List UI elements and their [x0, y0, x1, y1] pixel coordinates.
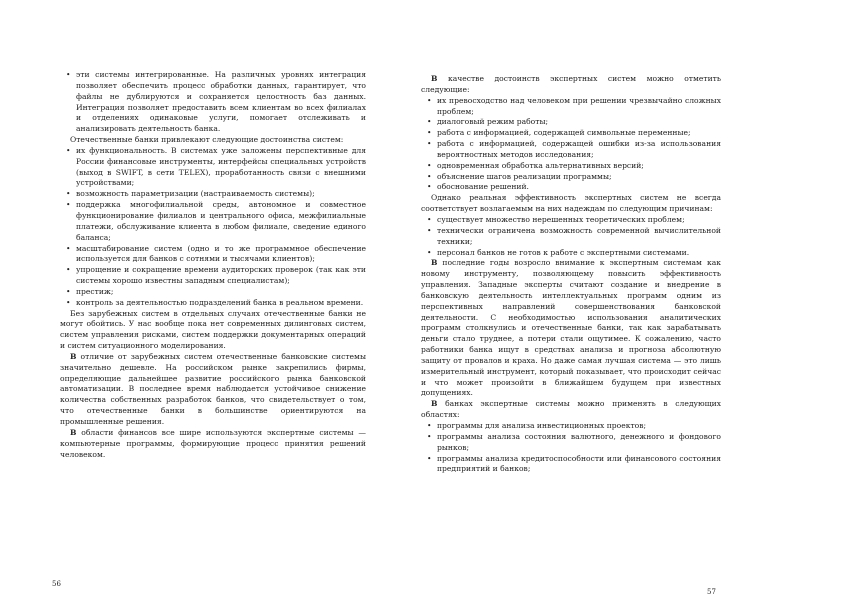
list-item: • масштабирование систем (одно и то же программное обеспечение используется для банков с сотнями и тысячами клиентов);: [60, 244, 366, 266]
list-item: • возможность параметризации (настраиваемость системы);: [60, 189, 366, 200]
paragraph-text: качестве достоинств экспертных систем можно отметить следующие:: [421, 74, 721, 94]
paragraph: [421, 258, 721, 399]
paragraph-text: Однако реальная эффективность экспертных систем не всегда соответствует возлагаемым на них надеждам по следующим причинам:: [421, 193, 721, 214]
list-item: • персонал банков не готов к работе с экспертными системами.: [421, 248, 721, 259]
list-item: • программы анализа кредитоспособности или финансового состояния предприятий и банков;: [421, 454, 721, 476]
list-item: • упрощение и сокращение времени аудиторских проверок (так как эти системы хорошо известны западным специалистам);: [60, 265, 366, 287]
page-number: 57: [707, 588, 716, 596]
paragraph: [60, 428, 366, 461]
list-item: • их превосходство над человеком при решении чрезвычайно сложных проблем;: [421, 96, 721, 118]
right-page: [421, 0, 842, 612]
paragraph-lead: В: [70, 427, 77, 437]
paragraph-lead: В: [431, 258, 438, 268]
paragraph: [60, 309, 366, 352]
list-item: • эти системы интегрированные. На различных уровнях интеграция позволяет обеспечить процесс обработки данных, гарантирует, что файлы не дублируются и сохраняется целостность баз данных. Интеграция позволяет предоставить всем клиентам во всех филиалах и отделениях одинаковые услуги, помогает отслеживать и анализировать деятельность банка.: [60, 70, 366, 135]
left-page-text: [60, 70, 366, 460]
paragraph-text: банках экспертные системы можно применять в следующих областях:: [421, 399, 721, 420]
paragraph-text: отличие от зарубежных систем отечественные банковские системы значительно дешевле. На российском рынке закрепились фирмы, определяющие дальнейшее развитие российского рынка банковской автоматизации. В последнее время наблюдается устойчивое снижение количества собственных разработок банков, что свидетельствует о том, что отечественные банки в большинстве ориентируются на промышленные решения.: [60, 351, 366, 426]
page-number: 56: [52, 580, 61, 588]
list-item: • программы анализа состояния валютного, денежного и фондового рынков;: [421, 432, 721, 454]
paragraph: [421, 74, 721, 96]
paragraph: [60, 135, 366, 146]
paragraph-lead: В: [431, 399, 438, 409]
paragraph: [421, 193, 721, 215]
list-item: • их функциональность. В системах уже заложены перспективные для России финансовые инструменты, интерфейсы специальных устройств (выход в SWIFT, в сети TELEX), проработанность связи с внешними устройствами;: [60, 146, 366, 189]
paragraph-text: области финансов все шире используются экспертные системы — компьютерные программы, формирующие процесс принятия решений человеком.: [60, 427, 366, 459]
bullet-list: [421, 421, 721, 475]
paragraph-text: последние годы возросло внимание к экспертным системам как новому инструменту, позволяющему повысить эффективность управления. Западные эксперты считают создание и внедрение в банковскую деятельность интеллектуальных программ одним из перспективных направлений совершенствования банковской деятельности. С необходимостью использования аналитических программ столкнулись и отечественные банки, так как зарабатывать деньги стало труднее, а потери стали ощутимее. К сожалению, часто работники банка ищут в средствах анализа и прогноза абсолютную защиту от провалов и краха. Но даже самая лучшая система — это лишь измерительный инструмент, который показывает, что происходит сейчас и что может произойти в ближайшем будущем при известных допущениях.: [421, 258, 721, 398]
paragraph: [60, 352, 366, 428]
paragraph-lead: В: [70, 351, 77, 361]
paragraph-text: Отечественные банки привлекают следующие достоинства систем:: [70, 135, 344, 145]
paragraph-lead: В: [431, 74, 438, 83]
bullet-list: [60, 70, 366, 135]
list-item: • работа с информацией, содержащей символьные переменные;: [421, 128, 721, 139]
list-item: • программы для анализа инвестиционных проектов;: [421, 421, 721, 432]
list-item: • обоснование решений.: [421, 182, 721, 193]
bullet-list: [421, 96, 721, 194]
list-item: • поддержка многофилиальной среды, автономное и совместное функционирование филиалов и центрального офиса, межфилиальные платежи, обслуживание клиента в любом филиале, сведение единого баланса;: [60, 200, 366, 243]
list-item: • работа с информацией, содержащей ошибки из-за использования вероятностных методов исследования;: [421, 139, 721, 161]
paragraph-text: Без зарубежных систем в отдельных случаях отечественные банки не могут обойтись. У нас вообще пока нет современных дилинговых систем, систем управления рисками, систем поддержки документарных операций и систем ситуационного моделирования.: [60, 308, 366, 351]
list-item: • технически ограничена возможность современной вычислительной техники;: [421, 226, 721, 248]
list-item: • одновременная обработка альтернативных версий;: [421, 161, 721, 172]
right-page-text: [421, 74, 721, 475]
list-item: • престиж;: [60, 287, 366, 298]
bullet-list: [421, 215, 721, 258]
list-item: • существует множество нерешенных теоретических проблем;: [421, 215, 721, 226]
list-item: • объяснение шагов реализации программы;: [421, 172, 721, 183]
list-item: • контроль за деятельностью подразделений банка в реальном времени.: [60, 298, 366, 309]
bullet-list: [60, 146, 366, 309]
paragraph: [421, 399, 721, 421]
list-item: • диалоговый режим работы;: [421, 117, 721, 128]
